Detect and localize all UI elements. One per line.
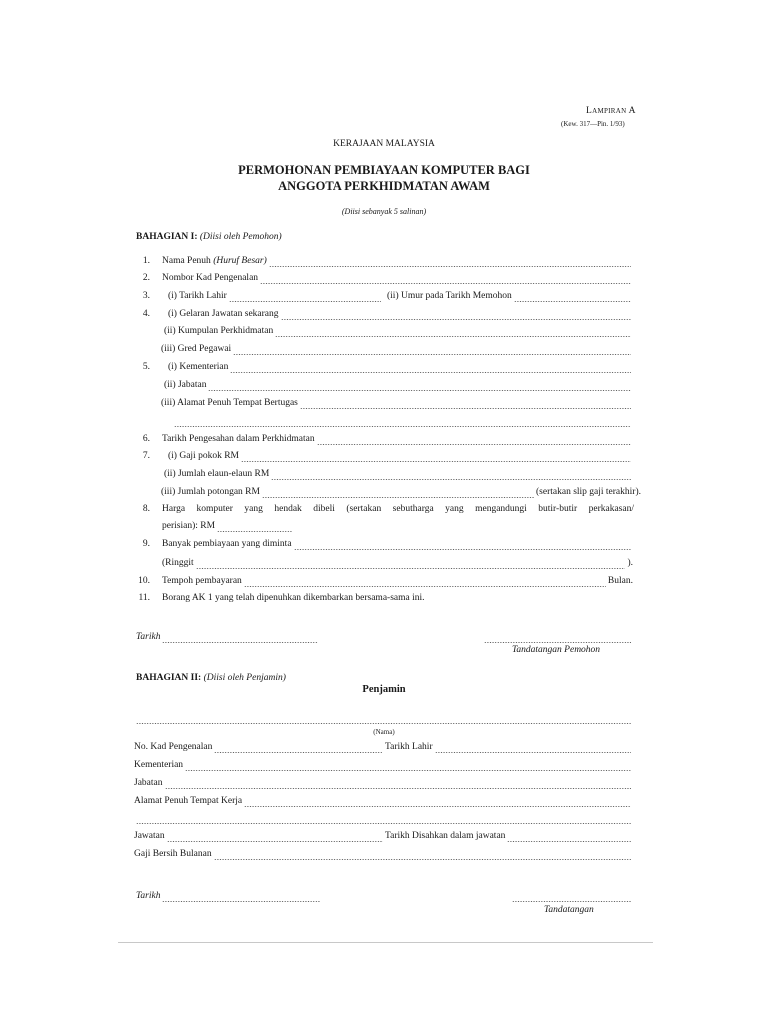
page-bottom-rule [118, 942, 653, 943]
dotted-line [507, 841, 631, 842]
dotted-line [165, 788, 632, 789]
computer-price-text: Harga komputer yang hendak dibeli (sertakan sebutharga yang mengandungi butir-butir perkakasan/ [162, 504, 634, 514]
government-name: KERAJAAN MALAYSIA [333, 139, 435, 149]
name-caption: (Nama) [373, 728, 395, 736]
dotted-line [484, 642, 631, 643]
ministry-field[interactable] [168, 362, 633, 376]
dotted-line [136, 723, 631, 724]
dotted-line [208, 390, 631, 391]
guarantor-address-field[interactable] [134, 796, 633, 810]
guarantor-dob-field[interactable] [385, 742, 633, 756]
guarantor-date-field[interactable] [136, 891, 322, 905]
dotted-line [271, 479, 631, 480]
item-number: 10. [138, 576, 150, 586]
guarantor-salary-label: Gaji Bersih Bulanan [134, 849, 212, 859]
repayment-period-field[interactable] [162, 576, 633, 590]
part1-heading-note: (Diisi oleh Pemohon) [199, 232, 282, 242]
copies-note: (Diisi sebanyak 5 salinan) [341, 207, 427, 216]
dotted-line [162, 642, 318, 643]
item-number: 4. [142, 309, 150, 319]
job-title-field[interactable] [168, 309, 633, 323]
repayment-unit: Bulan. [607, 576, 633, 586]
dotted-line [294, 549, 631, 550]
confirmation-date-label: Tarikh Pengesahan dalam Perkhidmatan [162, 434, 315, 444]
full-name-label: Nama Penuh [162, 256, 211, 266]
dotted-line [262, 497, 534, 498]
item-number: 3. [142, 291, 150, 301]
basic-salary-field[interactable] [168, 451, 633, 465]
birth-date-field[interactable] [168, 291, 383, 305]
dotted-line [244, 806, 631, 807]
age-field[interactable] [387, 291, 633, 305]
deductions-note: (sertakan slip gaji terakhir). [536, 487, 641, 497]
guarantor-ic-label: No. Kad Pengenalan [134, 742, 213, 752]
item-number: 7. [142, 451, 150, 461]
ringgit-close: ). [627, 558, 633, 568]
financing-amount-label: Banyak pembiayaan yang diminta [162, 539, 292, 549]
item-number: 2. [142, 273, 150, 283]
dotted-line [229, 301, 381, 302]
dotted-line [214, 752, 382, 753]
guarantor-salary-field[interactable] [134, 849, 633, 863]
form-title-line1: PERMOHONAN PEMBIAYAAN KOMPUTER BAGI [238, 163, 530, 177]
computer-price-label: perisian): RM [162, 521, 216, 531]
guarantor-ic-field[interactable] [134, 742, 384, 756]
service-group-label: (ii) Kumpulan Perkhidmatan [164, 326, 274, 336]
guarantor-position-field[interactable] [134, 831, 385, 845]
form-title-line2: ANGGOTA PERKHIDMATAN AWAM [278, 179, 490, 193]
department-label: (ii) Jabatan [164, 380, 207, 390]
guarantor-name-field[interactable] [134, 713, 633, 727]
office-address-field[interactable] [161, 398, 633, 412]
item-number: 8. [142, 504, 150, 514]
dotted-line [185, 770, 631, 771]
age-label: (ii) Umur pada Tarikh Memohon [387, 291, 512, 301]
dotted-line [300, 408, 631, 409]
allowances-label: (ii) Jumlah elaun-elaun RM [164, 469, 270, 479]
guarantor-confirmed-label: Tarikh Disahkan dalam jawatan [385, 831, 506, 841]
office-address-label: (iii) Alamat Penuh Tempat Bertugas [161, 398, 298, 408]
dotted-line [269, 266, 631, 267]
dotted-line [230, 372, 631, 373]
dotted-line [174, 426, 631, 427]
guarantor-position-label: Jawatan [134, 831, 165, 841]
financing-amount-field[interactable] [162, 539, 633, 553]
department-field[interactable] [164, 380, 633, 394]
grade-label: (iii) Gred Pegawai [161, 344, 232, 354]
guarantor-address-label: Alamat Penuh Tempat Kerja [134, 796, 243, 806]
deductions-field[interactable] [161, 487, 641, 501]
grade-field[interactable] [161, 344, 633, 358]
guarantor-department-label: Jabatan [134, 778, 163, 788]
confirmation-date-field[interactable] [162, 434, 633, 448]
dotted-line [167, 841, 383, 842]
part1-heading [136, 232, 282, 242]
dotted-line [244, 586, 606, 587]
ak1-attachment-note: Borang AK 1 yang telah dipenuhkan dikembarkan bersama-sama ini. [162, 593, 425, 603]
dotted-line [281, 319, 631, 320]
ringgit-words-field[interactable] [162, 558, 633, 572]
ic-number-field[interactable] [162, 273, 633, 287]
dotted-line [233, 354, 631, 355]
basic-salary-label: (i) Gaji pokok RM [168, 451, 239, 461]
guarantor-date-label: Tarikh [136, 891, 161, 901]
office-address-line2[interactable] [172, 416, 633, 430]
allowances-field[interactable] [164, 469, 633, 483]
guarantor-confirmed-field[interactable] [385, 831, 633, 845]
applicant-date-label: Tarikh [136, 632, 161, 642]
item-number: 1. [142, 256, 150, 266]
guarantor-address-line2[interactable] [134, 813, 633, 827]
form-reference: (Kew. 317—Pin. 1/93) [561, 120, 625, 128]
full-name-field[interactable] [162, 256, 633, 270]
part2-heading-label: BAHAGIAN II: [136, 673, 202, 683]
applicant-signature-label: Tandatangan Pemohon [512, 645, 601, 655]
dotted-line [317, 444, 631, 445]
guarantor-title: Penjamin [362, 684, 406, 695]
guarantor-ministry-field[interactable] [134, 760, 633, 774]
guarantor-department-field[interactable] [134, 778, 633, 792]
dotted-line [435, 752, 631, 753]
dotted-line [136, 823, 631, 824]
applicant-date-field[interactable] [136, 632, 320, 646]
ministry-label: (i) Kementerian [168, 362, 229, 372]
item-number: 6. [142, 434, 150, 444]
dotted-line [214, 859, 631, 860]
dotted-line [241, 461, 631, 462]
item-number: 11. [138, 593, 150, 603]
dotted-line [162, 901, 320, 902]
guarantor-dob-label: Tarikh Lahir [385, 742, 433, 752]
full-name-note: (Huruf Besar) [213, 256, 267, 266]
ic-number-label: Nombor Kad Pengenalan [162, 273, 259, 283]
guarantor-signature-label: Tandatangan [544, 905, 594, 915]
repayment-period-label: Tempoh pembayaran [162, 576, 242, 586]
dotted-line [275, 336, 631, 337]
ringgit-label: (Ringgit [162, 558, 194, 568]
guarantor-ministry-label: Kementerian [134, 760, 184, 770]
birth-date-label: (i) Tarikh Lahir [168, 291, 227, 301]
service-group-field[interactable] [164, 326, 633, 340]
dotted-line [512, 901, 631, 902]
job-title-label: (i) Gelaran Jawatan sekarang [168, 309, 279, 319]
item-number: 9. [142, 539, 150, 549]
part2-heading [136, 673, 286, 683]
dotted-line [260, 283, 631, 284]
applicant-signature-line[interactable] [482, 632, 633, 646]
part1-heading-label: BAHAGIAN I: [136, 232, 198, 242]
part2-heading-note: (Diisi oleh Penjamin) [203, 673, 286, 683]
lampiran-label: Lampiran A [586, 106, 636, 116]
dotted-line [514, 301, 631, 302]
deductions-label: (iii) Jumlah potongan RM [161, 487, 260, 497]
guarantor-signature-line[interactable] [510, 891, 633, 905]
item-number: 5. [142, 362, 150, 372]
dotted-line [217, 531, 292, 532]
dotted-line [196, 568, 626, 569]
computer-price-field[interactable] [162, 521, 294, 535]
